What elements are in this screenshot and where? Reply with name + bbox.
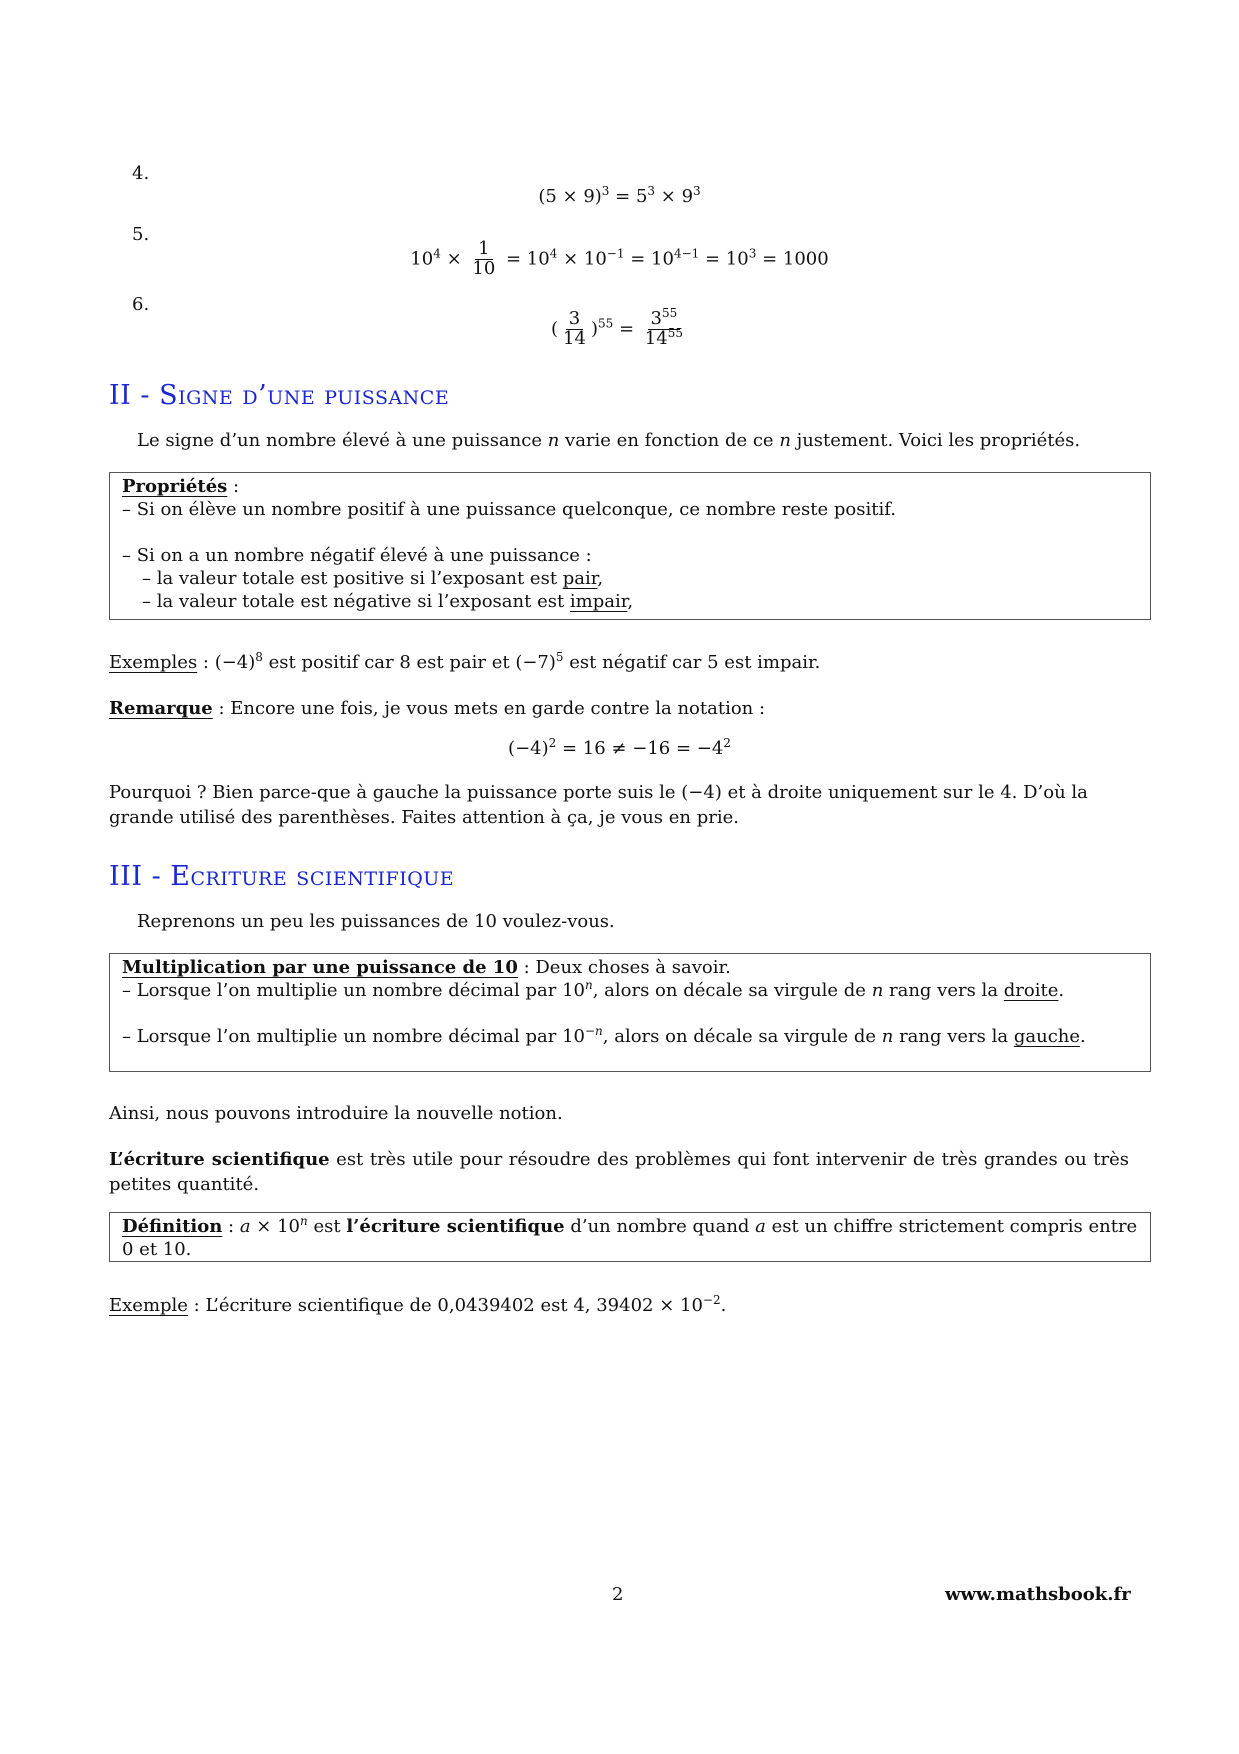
- section-3-intro: Reprenons un peu les puissances de 10 voulez-vous.: [137, 911, 615, 932]
- properties-line-4: – la valeur totale est négative si l’exposant est impair,: [142, 591, 634, 612]
- properties-heading: Propriétés :: [122, 476, 240, 497]
- equation-6: ( $\frac{3}{14}$ )$^{55}$ = $\frac{3^{55}}{14^{55}}$: [551, 306, 683, 349]
- list-number-6: 6.: [132, 294, 150, 315]
- list-number-5: 5.: [132, 224, 150, 245]
- multiplication-box: [109, 953, 1151, 1072]
- properties-line-3: – la valeur totale est positive si l’exposant est pair,: [142, 568, 604, 589]
- equation-4: $(5 \times 9)^3 = 5^3 \times 9^3$: [538, 184, 701, 207]
- page-number: 2: [612, 1584, 624, 1605]
- remark-equation: $(-4)^2 = 16 \ne -16 = -4^2$: [508, 736, 731, 759]
- remark-label: Remarque: [109, 698, 213, 719]
- equation-5: $10^4$ × $\frac{1}{10}$ = $10^4 \times 10^{-1} = 10^{4-1} = 10^3 = 1000$: [410, 238, 829, 279]
- section-3-number: III -: [109, 861, 171, 892]
- examples-label: Exemples: [109, 652, 198, 673]
- multiplication-heading: Multiplication par une puissance de 10 : Deux choses à savoir.: [122, 957, 731, 978]
- var-n: n: [547, 430, 560, 451]
- properties-line-1: – Si on élève un nombre positif à une puissance quelconque, ce nombre reste positif.: [122, 499, 896, 520]
- intro-text-c: justement. Voici les propriétés.: [790, 430, 1081, 451]
- intro-text-a: Le signe d’un nombre élevé à une puissance: [137, 430, 548, 451]
- ainsi-line: Ainsi, nous pouvons introduire la nouvelle notion.: [109, 1103, 563, 1124]
- definition-line: Définition : $a \times 10^n$ est l’écriture scientifique d’un nombre quand a est un chiffre strictement compris entre 0 et 10.: [122, 1214, 1138, 1260]
- properties-line-2: – Si on a un nombre négatif élevé à une puissance :: [122, 545, 592, 566]
- example-line: Exemple : L’écriture scientifique de 0,0439402 est 4, $39402 \times 10^{-2}$.: [109, 1293, 727, 1316]
- multiplication-line-2: – Lorsque l’on multiplie un nombre décimal par $10^{-n}$, alors on décale sa virgule de n rang vers la gauche.: [122, 1024, 1086, 1047]
- intro-text-b: varie en fonction de ce: [559, 430, 780, 451]
- section-2-title: Signe d’une puissance: [159, 380, 450, 411]
- remark-line: Remarque : Encore une fois, je vous mets en garde contre la notation :: [109, 698, 766, 719]
- site-url: www.mathsbook.fr: [945, 1584, 1131, 1605]
- section-3-heading: [109, 861, 454, 892]
- multiplication-line-1: – Lorsque l’on multiplie un nombre décimal par 10$^n$, alors on décale sa virgule de n rang vers la droite.: [122, 978, 1065, 1001]
- section-2-heading: [109, 380, 449, 411]
- var-n: n: [779, 430, 791, 451]
- definition-box: [109, 1212, 1151, 1262]
- properties-box: [109, 472, 1151, 620]
- examples-line: Exemples : $(-4)^8$ est positif car 8 est pair et $(-7)^5$ est négatif car 5 est impair.: [109, 650, 821, 673]
- list-number-4: 4.: [132, 163, 150, 184]
- why-paragraph: Pourquoi ? Bien parce-que à gauche la puissance porte suis le (−4) et à droite uniquement sur le 4. D’où la grande utilisé des parenthèses. Faites attention à ça, je vous en prie.: [109, 782, 1088, 828]
- section-3-title: Ecriture scientifique: [170, 861, 455, 892]
- section-2-intro: [109, 428, 1129, 453]
- scientific-paragraph: L’écriture scientifique est très utile pour résoudre des problèmes qui font intervenir de très grandes ou très petites quantité.: [109, 1149, 1129, 1195]
- example-label: Exemple: [109, 1295, 188, 1316]
- section-2-number: II -: [109, 380, 160, 411]
